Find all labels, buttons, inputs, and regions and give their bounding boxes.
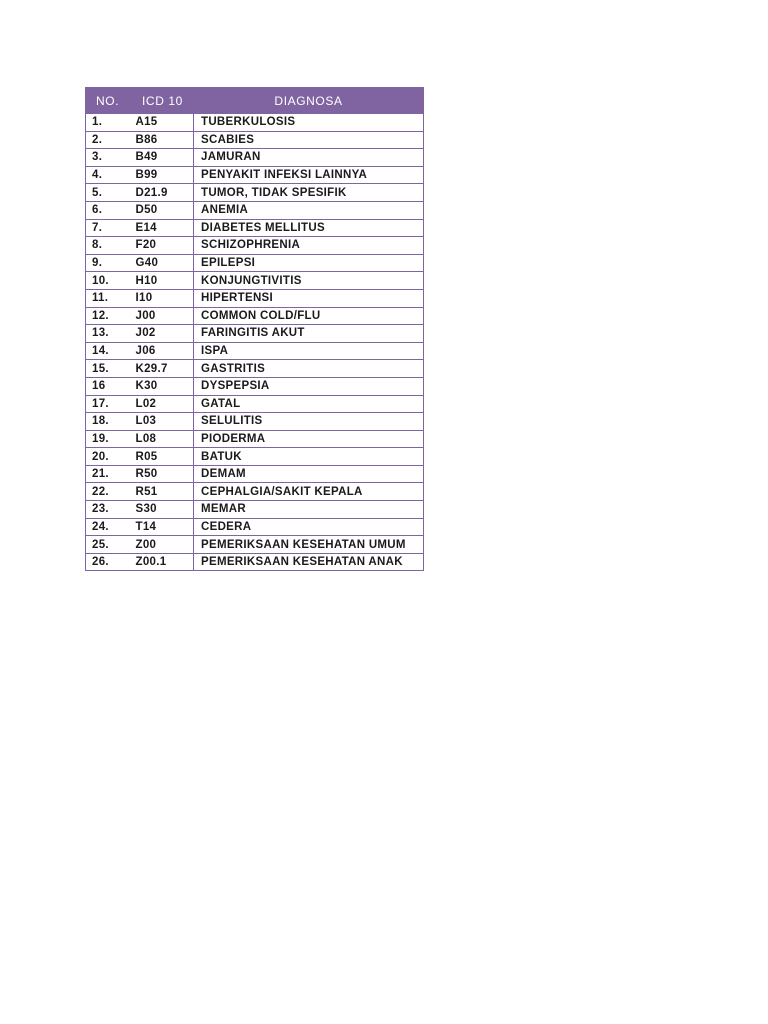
cell-no: 13. [86,325,130,343]
cell-icd-code: B86 [130,131,194,149]
header-no: NO. [86,88,130,114]
cell-no: 11. [86,289,130,307]
header-icd-code: ICD 10 [130,88,194,114]
cell-no: 3. [86,149,130,167]
cell-no: 21. [86,465,130,483]
cell-diagnosis: DEMAM [194,465,424,483]
cell-no: 2. [86,131,130,149]
cell-no: 8. [86,237,130,255]
cell-no: 20. [86,448,130,466]
cell-diagnosis: ISPA [194,342,424,360]
table-body [86,114,424,571]
table-row [86,237,424,255]
cell-no: 7. [86,219,130,237]
cell-diagnosis: PEMERIKSAAN KESEHATAN UMUM [194,536,424,554]
icd-diagnosis-table [85,87,424,571]
cell-icd-code: K30 [130,377,194,395]
cell-no: 6. [86,201,130,219]
cell-icd-code: J02 [130,325,194,343]
cell-icd-code: J00 [130,307,194,325]
cell-diagnosis: JAMURAN [194,149,424,167]
cell-no: 22. [86,483,130,501]
cell-no: 1. [86,114,130,132]
table-row [86,272,424,290]
cell-icd-code: T14 [130,518,194,536]
cell-diagnosis: PENYAKIT INFEKSI LAINNYA [194,166,424,184]
cell-icd-code: L03 [130,413,194,431]
table-row [86,342,424,360]
table-row [86,219,424,237]
table-row [86,536,424,554]
cell-no: 17. [86,395,130,413]
cell-icd-code: E14 [130,219,194,237]
cell-diagnosis: GASTRITIS [194,360,424,378]
cell-diagnosis: SCHIZOPHRENIA [194,237,424,255]
table-row [86,360,424,378]
cell-diagnosis: CEDERA [194,518,424,536]
table-row [86,149,424,167]
cell-no: 19. [86,430,130,448]
cell-icd-code: D50 [130,201,194,219]
table-row [86,413,424,431]
cell-icd-code: F20 [130,237,194,255]
cell-icd-code: R51 [130,483,194,501]
cell-icd-code: B49 [130,149,194,167]
cell-no: 23. [86,501,130,519]
cell-diagnosis: KONJUNGTIVITIS [194,272,424,290]
cell-no: 24. [86,518,130,536]
cell-diagnosis: SELULITIS [194,413,424,431]
cell-diagnosis: COMMON COLD/FLU [194,307,424,325]
cell-no: 15. [86,360,130,378]
table-row [86,553,424,571]
table-row [86,254,424,272]
table-row [86,325,424,343]
cell-no: 12. [86,307,130,325]
cell-diagnosis: TUBERKULOSIS [194,114,424,132]
header-row [86,88,424,114]
cell-icd-code: R50 [130,465,194,483]
cell-no: 14. [86,342,130,360]
table-row [86,448,424,466]
cell-icd-code: G40 [130,254,194,272]
cell-diagnosis: DYSPEPSIA [194,377,424,395]
table-row [86,483,424,501]
cell-no: 10. [86,272,130,290]
cell-icd-code: Z00 [130,536,194,554]
table-row [86,501,424,519]
cell-icd-code: H10 [130,272,194,290]
table-header [86,88,424,114]
table-row [86,430,424,448]
cell-no: 4. [86,166,130,184]
cell-icd-code: A15 [130,114,194,132]
cell-icd-code: B99 [130,166,194,184]
cell-diagnosis: FARINGITIS AKUT [194,325,424,343]
cell-diagnosis: TUMOR, TIDAK SPESIFIK [194,184,424,202]
cell-no: 18. [86,413,130,431]
header-diagnosis: DIAGNOSA [194,88,424,114]
cell-icd-code: L08 [130,430,194,448]
cell-diagnosis: BATUK [194,448,424,466]
table-row [86,131,424,149]
cell-icd-code: L02 [130,395,194,413]
cell-no: 25. [86,536,130,554]
cell-icd-code: K29.7 [130,360,194,378]
cell-icd-code: J06 [130,342,194,360]
cell-diagnosis: DIABETES MELLITUS [194,219,424,237]
table-row [86,201,424,219]
table-row [86,395,424,413]
cell-no: 5. [86,184,130,202]
cell-diagnosis: GATAL [194,395,424,413]
cell-no: 26. [86,553,130,571]
cell-no: 16 [86,377,130,395]
cell-diagnosis: EPILEPSI [194,254,424,272]
cell-diagnosis: ANEMIA [194,201,424,219]
cell-icd-code: R05 [130,448,194,466]
cell-no: 9. [86,254,130,272]
cell-icd-code: I10 [130,289,194,307]
cell-diagnosis: MEMAR [194,501,424,519]
table-row [86,465,424,483]
cell-diagnosis: PEMERIKSAAN KESEHATAN ANAK [194,553,424,571]
cell-diagnosis: SCABIES [194,131,424,149]
table-row [86,114,424,132]
table-row [86,166,424,184]
table-row [86,307,424,325]
table-row [86,377,424,395]
cell-diagnosis: PIODERMA [194,430,424,448]
cell-diagnosis: HIPERTENSI [194,289,424,307]
table-row [86,289,424,307]
table-row [86,184,424,202]
cell-icd-code: Z00.1 [130,553,194,571]
cell-diagnosis: CEPHALGIA/SAKIT KEPALA [194,483,424,501]
cell-icd-code: D21.9 [130,184,194,202]
table-row [86,518,424,536]
cell-icd-code: S30 [130,501,194,519]
